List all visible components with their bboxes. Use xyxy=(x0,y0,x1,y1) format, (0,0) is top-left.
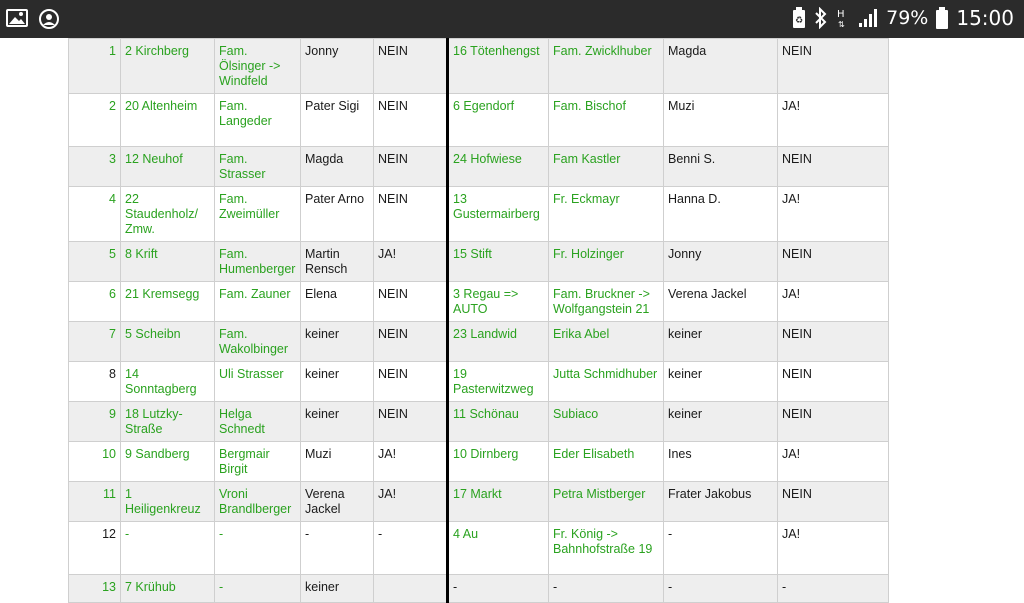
family-cell[interactable]: Fam. Wakolbinger xyxy=(215,322,301,362)
family-cell[interactable]: Fr. Holzinger xyxy=(549,242,664,282)
table-row xyxy=(69,482,889,522)
status-cell[interactable]: NEIN xyxy=(778,362,889,402)
location-cell[interactable]: 3 Regau => AUTO xyxy=(448,282,549,322)
status-cell[interactable]: NEIN xyxy=(374,322,448,362)
status-cell[interactable]: NEIN xyxy=(374,187,448,242)
family-cell[interactable]: Fam. Langeder xyxy=(215,94,301,147)
status-cell[interactable]: NEIN xyxy=(778,39,889,94)
row-number-cell[interactable]: 1 xyxy=(69,39,121,94)
location-cell[interactable]: - xyxy=(121,522,215,575)
family-cell[interactable]: Fam. Strasser xyxy=(215,147,301,187)
status-cell[interactable] xyxy=(374,575,448,603)
table-row xyxy=(69,94,889,147)
person-cell[interactable]: Magda xyxy=(664,39,778,94)
row-number-cell[interactable]: 11 xyxy=(69,482,121,522)
status-cell[interactable]: NEIN xyxy=(374,94,448,147)
family-cell[interactable]: - xyxy=(549,575,664,603)
row-number-cell[interactable]: 9 xyxy=(69,402,121,442)
family-cell[interactable]: Fr. Eckmayr xyxy=(549,187,664,242)
row-number-cell[interactable]: 10 xyxy=(69,442,121,482)
location-cell[interactable]: 6 Egendorf xyxy=(448,94,549,147)
table-row xyxy=(69,282,889,322)
person-cell[interactable]: keiner xyxy=(301,322,374,362)
status-cell[interactable]: NEIN xyxy=(778,322,889,362)
family-cell[interactable]: Jutta Schmidhuber xyxy=(549,362,664,402)
family-cell[interactable]: Bergmair Birgit xyxy=(215,442,301,482)
person-cell[interactable]: Magda xyxy=(301,147,374,187)
table-row xyxy=(69,402,889,442)
status-cell[interactable]: NEIN xyxy=(374,39,448,94)
person-cell[interactable]: Martin Rensch xyxy=(301,242,374,282)
status-cell[interactable]: JA! xyxy=(778,187,889,242)
table-row xyxy=(69,442,889,482)
location-cell[interactable]: 22 Staudenholz/ Zmw. xyxy=(121,187,215,242)
status-cell[interactable]: NEIN xyxy=(778,147,889,187)
family-cell[interactable]: Helga Schnedt xyxy=(215,402,301,442)
location-cell[interactable]: 18 Lutzky-Straße xyxy=(121,402,215,442)
status-cell[interactable]: - xyxy=(778,575,889,603)
person-cell[interactable]: keiner xyxy=(664,322,778,362)
row-number-cell[interactable]: 2 xyxy=(69,94,121,147)
family-cell[interactable]: Petra Mistberger xyxy=(549,482,664,522)
person-cell[interactable]: keiner xyxy=(664,402,778,442)
table-row xyxy=(69,147,889,187)
status-cell[interactable]: JA! xyxy=(374,242,448,282)
row-number-cell[interactable]: 4 xyxy=(69,187,121,242)
row-number-cell[interactable]: 5 xyxy=(69,242,121,282)
person-cell[interactable]: Frater Jakobus xyxy=(664,482,778,522)
family-cell[interactable]: Subiaco xyxy=(549,402,664,442)
person-cell[interactable]: Ines xyxy=(664,442,778,482)
person-cell[interactable]: Pater Arno xyxy=(301,187,374,242)
status-cell[interactable]: NEIN xyxy=(374,147,448,187)
family-cell[interactable]: Uli Strasser xyxy=(215,362,301,402)
spreadsheet xyxy=(68,38,888,603)
location-cell[interactable]: - xyxy=(448,575,549,603)
location-cell[interactable]: 11 Schönau xyxy=(448,402,549,442)
table-row xyxy=(69,322,889,362)
table-row xyxy=(69,39,889,94)
location-cell[interactable]: 14 Sonntagberg xyxy=(121,362,215,402)
family-cell[interactable]: Fam. Ölsinger -> Windfeld xyxy=(215,39,301,94)
location-cell[interactable]: 23 Landwid xyxy=(448,322,549,362)
status-cell[interactable]: NEIN xyxy=(778,402,889,442)
location-cell[interactable]: 7 Krühub xyxy=(121,575,215,603)
status-cell[interactable]: NEIN xyxy=(374,402,448,442)
family-cell[interactable]: Eder Elisabeth xyxy=(549,442,664,482)
family-cell[interactable]: Fam. Humenberger xyxy=(215,242,301,282)
family-cell[interactable]: - xyxy=(215,575,301,603)
person-cell[interactable]: - xyxy=(664,575,778,603)
family-cell[interactable]: Fr. König -> Bahnhofstraße 19 xyxy=(549,522,664,575)
person-cell[interactable]: Hanna D. xyxy=(664,187,778,242)
status-cell[interactable]: JA! xyxy=(778,442,889,482)
status-bar xyxy=(0,0,1024,38)
person-cell[interactable]: Jonny xyxy=(664,242,778,282)
status-cell[interactable]: NEIN xyxy=(374,282,448,322)
status-cell[interactable]: JA! xyxy=(778,522,889,575)
person-cell[interactable]: - xyxy=(301,522,374,575)
table-row xyxy=(69,362,889,402)
family-cell[interactable]: Fam. Zauner xyxy=(215,282,301,322)
battery-saver-icon xyxy=(792,7,806,29)
table-row xyxy=(69,522,889,575)
status-cell[interactable]: NEIN xyxy=(374,362,448,402)
family-cell[interactable]: Fam Kastler xyxy=(549,147,664,187)
row-number-cell[interactable]: 7 xyxy=(69,322,121,362)
row-number-cell[interactable]: 6 xyxy=(69,282,121,322)
row-number-cell[interactable]: 8 xyxy=(69,362,121,402)
row-number-cell[interactable]: 3 xyxy=(69,147,121,187)
person-cell[interactable]: Muzi xyxy=(301,442,374,482)
person-cell[interactable]: keiner xyxy=(301,402,374,442)
person-cell[interactable]: Muzi xyxy=(664,94,778,147)
status-cell[interactable]: - xyxy=(374,522,448,575)
table-row xyxy=(69,187,889,242)
person-cell[interactable]: keiner xyxy=(301,575,374,603)
svg-text:H: H xyxy=(837,9,845,20)
person-cell[interactable]: Benni S. xyxy=(664,147,778,187)
person-cell[interactable]: keiner xyxy=(664,362,778,402)
location-cell[interactable]: 24 Hofwiese xyxy=(448,147,549,187)
location-cell[interactable]: 4 Au xyxy=(448,522,549,575)
data-table xyxy=(68,38,889,603)
battery-icon xyxy=(936,7,948,29)
face-icon xyxy=(38,8,60,35)
status-cell[interactable]: NEIN xyxy=(778,482,889,522)
family-cell[interactable]: Fam. Bruckner -> Wolfgangstein 21 xyxy=(549,282,664,322)
person-cell[interactable]: Jonny xyxy=(301,39,374,94)
location-cell[interactable]: 10 Dirnberg xyxy=(448,442,549,482)
person-cell[interactable]: keiner xyxy=(301,362,374,402)
location-cell[interactable]: 15 Stift xyxy=(448,242,549,282)
hplus-network-icon xyxy=(836,7,850,29)
image-icon xyxy=(6,8,28,35)
table-row xyxy=(69,575,889,603)
family-cell[interactable]: Vroni Brandlberger xyxy=(215,482,301,522)
person-cell[interactable]: Verena Jackel xyxy=(301,482,374,522)
location-cell[interactable]: 19 Pasterwitzweg xyxy=(448,362,549,402)
signal-icon xyxy=(858,8,878,28)
location-cell[interactable]: 5 Scheibn xyxy=(121,322,215,362)
location-cell[interactable]: 16 Tötenhengst xyxy=(448,39,549,94)
location-cell[interactable]: 12 Neuhof xyxy=(121,147,215,187)
family-cell[interactable]: Fam. Zwicklhuber xyxy=(549,39,664,94)
status-cell[interactable]: JA! xyxy=(374,482,448,522)
status-cell[interactable]: NEIN xyxy=(778,242,889,282)
table-row xyxy=(69,242,889,282)
status-cell[interactable]: JA! xyxy=(778,282,889,322)
row-number-cell[interactable]: 12 xyxy=(69,522,121,575)
person-cell[interactable]: Elena xyxy=(301,282,374,322)
location-cell[interactable]: 21 Kremsegg xyxy=(121,282,215,322)
person-cell[interactable]: - xyxy=(664,522,778,575)
svg-text:⇅: ⇅ xyxy=(838,20,845,29)
bluetooth-icon xyxy=(814,7,828,29)
svg-text:♻: ♻ xyxy=(795,16,804,26)
person-cell[interactable]: Verena Jackel xyxy=(664,282,778,322)
location-cell[interactable]: 20 Altenheim xyxy=(121,94,215,147)
row-number-cell[interactable]: 13 xyxy=(69,575,121,603)
location-cell[interactable]: 1 Heiligenkreuz xyxy=(121,482,215,522)
location-cell[interactable]: 8 Krift xyxy=(121,242,215,282)
status-cell[interactable]: JA! xyxy=(778,94,889,147)
location-cell[interactable]: 2 Kirchberg xyxy=(121,39,215,94)
battery-percentage: 79% xyxy=(886,7,929,29)
location-cell[interactable]: 17 Markt xyxy=(448,482,549,522)
family-cell[interactable]: Fam. Zweimüller xyxy=(215,187,301,242)
location-cell[interactable]: 9 Sandberg xyxy=(121,442,215,482)
clock: 15:00 xyxy=(956,6,1014,30)
family-cell[interactable]: - xyxy=(215,522,301,575)
location-cell[interactable]: 13 Gustermairberg xyxy=(448,187,549,242)
status-cell[interactable]: JA! xyxy=(374,442,448,482)
family-cell[interactable]: Erika Abel xyxy=(549,322,664,362)
person-cell[interactable]: Pater Sigi xyxy=(301,94,374,147)
family-cell[interactable]: Fam. Bischof xyxy=(549,94,664,147)
